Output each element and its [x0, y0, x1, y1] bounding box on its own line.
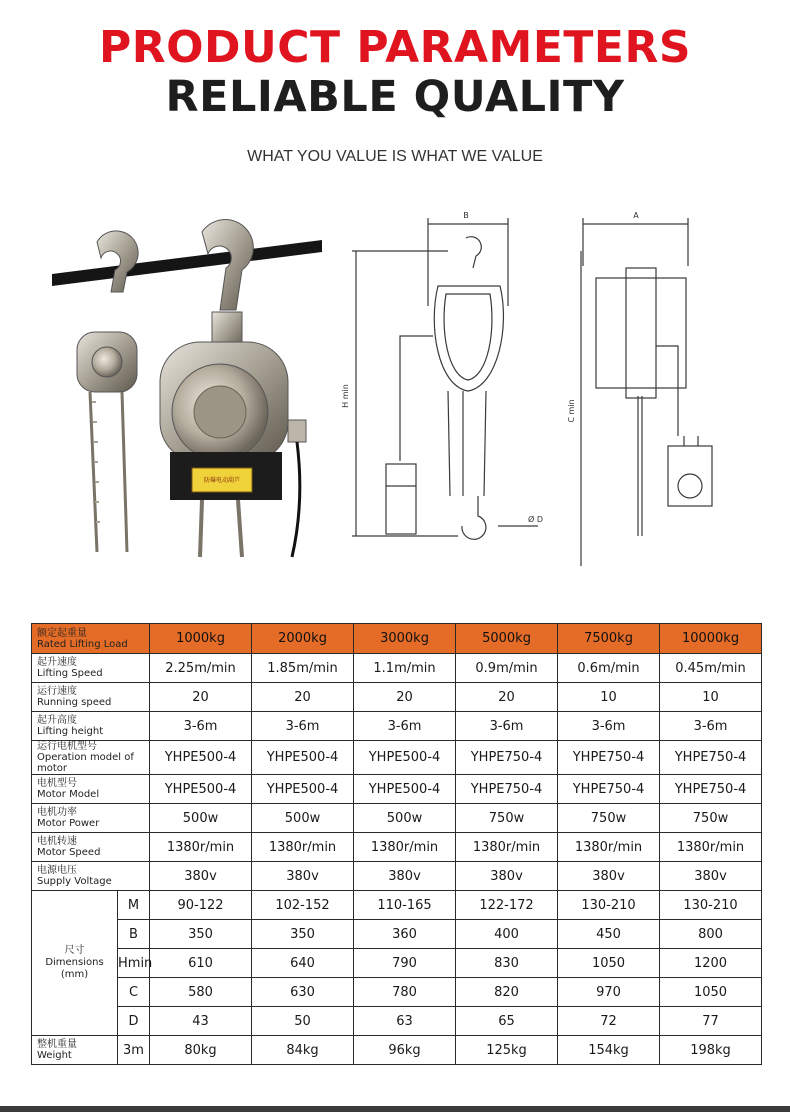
table-cell: 63: [354, 1007, 456, 1036]
title-secondary: RELIABLE QUALITY: [165, 72, 625, 122]
table-cell: 380v: [150, 862, 252, 891]
spec-table: [31, 623, 762, 1065]
table-cell: 1.1m/min: [354, 654, 456, 683]
load-cell: 2000kg: [252, 624, 354, 654]
dimensions-label: [32, 891, 118, 1036]
table-row: [32, 712, 762, 741]
title-primary: PRODUCT PARAMETERS: [98, 22, 692, 73]
table-cell: 2.25m/min: [150, 654, 252, 683]
rail-bar: [52, 240, 322, 286]
table-header-row: [32, 624, 762, 654]
row-label: [32, 683, 150, 712]
table-cell: 3-6m: [252, 712, 354, 741]
table-cell: 122-172: [456, 891, 558, 920]
table-cell: 102-152: [252, 891, 354, 920]
row-label-cn: 电机型号: [37, 778, 77, 789]
row-label: [32, 712, 150, 741]
row-label-cn: 电源电压: [37, 865, 77, 876]
table-cell: 380v: [456, 862, 558, 891]
table-cell: 350: [252, 920, 354, 949]
table-cell: 130-210: [660, 891, 762, 920]
row-label-cn: 电机功率: [37, 807, 77, 818]
table-cell: 65: [456, 1007, 558, 1036]
table-cell: YHPE750-4: [660, 741, 762, 775]
row-label-en: Motor Model: [37, 789, 100, 800]
table-cell: YHPE750-4: [558, 741, 660, 775]
table-cell: YHPE500-4: [354, 775, 456, 804]
table-cell: YHPE500-4: [150, 775, 252, 804]
table-cell: 0.9m/min: [456, 654, 558, 683]
dim-label-h: H min: [341, 384, 350, 408]
table-cell: 1380r/min: [150, 833, 252, 862]
nameplate-text: 防爆电动葫芦: [203, 477, 241, 484]
table-row: [32, 775, 762, 804]
dimensions-label-unit: (mm): [60, 969, 89, 980]
row-label: [32, 1036, 118, 1065]
table-cell: 90-122: [150, 891, 252, 920]
table-cell: 80kg: [150, 1036, 252, 1065]
tagline: WHAT YOU VALUE IS WHAT WE VALUE: [247, 148, 543, 165]
header-label-en: Rated Lifting Load: [37, 638, 128, 650]
table-cell: 20: [354, 683, 456, 712]
table-cell: 380v: [558, 862, 660, 891]
dimensions-label-en: Dimensions: [45, 957, 104, 968]
table-cell: 1200: [660, 949, 762, 978]
table-cell: 1050: [558, 949, 660, 978]
table-cell: 20: [252, 683, 354, 712]
table-cell: 780: [354, 978, 456, 1007]
table-cell: 50: [252, 1007, 354, 1036]
table-cell: 380v: [660, 862, 762, 891]
table-cell: 0.45m/min: [660, 654, 762, 683]
table-cell: 0.6m/min: [558, 654, 660, 683]
header-label: [32, 624, 150, 654]
dim-label-c: C min: [567, 399, 576, 423]
table-cell: 3-6m: [354, 712, 456, 741]
row-label-en: Lifting Speed: [37, 668, 103, 679]
table-cell: 820: [456, 978, 558, 1007]
table-cell: 640: [252, 949, 354, 978]
table-cell: YHPE750-4: [456, 775, 558, 804]
table-row: [32, 862, 762, 891]
row-label-en: Supply Voltage: [37, 876, 112, 887]
row-label-en: Motor Power: [37, 818, 100, 829]
table-cell: 1380r/min: [660, 833, 762, 862]
table-cell: 10: [558, 683, 660, 712]
table-cell: 3-6m: [660, 712, 762, 741]
table-cell: 96kg: [354, 1036, 456, 1065]
load-cell: 10000kg: [660, 624, 762, 654]
row-label-cn: 起升速度: [37, 657, 77, 668]
technical-drawing: [338, 196, 738, 566]
row-label: [32, 833, 150, 862]
weight-row: [32, 1036, 762, 1065]
row-label-en: Lifting height: [37, 726, 104, 737]
dimension-key: M: [118, 891, 150, 920]
table-cell: 1380r/min: [558, 833, 660, 862]
table-cell: 630: [252, 978, 354, 1007]
table-cell: 3-6m: [150, 712, 252, 741]
dimension-row: [32, 891, 762, 920]
table-cell: 500w: [354, 804, 456, 833]
bottom-border: [0, 1106, 790, 1112]
table-cell: 750w: [456, 804, 558, 833]
table-cell: 125kg: [456, 1036, 558, 1065]
table-cell: 84kg: [252, 1036, 354, 1065]
dimensions-label-cn: 尺寸: [64, 945, 85, 956]
table-cell: 77: [660, 1007, 762, 1036]
table-cell: 1380r/min: [456, 833, 558, 862]
dimension-key: D: [118, 1007, 150, 1036]
table-row: [32, 683, 762, 712]
table-cell: 750w: [558, 804, 660, 833]
row-label: [32, 654, 150, 683]
row-label-en: Operation model of motor: [37, 752, 134, 774]
table-cell: YHPE750-4: [456, 741, 558, 775]
dim-label-b: B: [463, 211, 469, 220]
table-cell: 1050: [660, 978, 762, 1007]
table-cell: 970: [558, 978, 660, 1007]
weight-key: 3m: [118, 1036, 150, 1065]
row-label: [32, 741, 150, 775]
row-label-cn: 电机转速: [37, 836, 77, 847]
dimension-key: Hmin: [118, 949, 150, 978]
table-cell: 380v: [252, 862, 354, 891]
dimension-key: C: [118, 978, 150, 1007]
table-cell: 20: [150, 683, 252, 712]
load-cell: 5000kg: [456, 624, 558, 654]
product-photo: [52, 212, 322, 562]
dim-label-d: Ø D: [528, 515, 543, 524]
table-cell: 500w: [150, 804, 252, 833]
row-label-en: Motor Speed: [37, 847, 101, 858]
table-cell: 3-6m: [558, 712, 660, 741]
table-cell: 800: [660, 920, 762, 949]
table-cell: YHPE750-4: [558, 775, 660, 804]
table-cell: 790: [354, 949, 456, 978]
dimension-row: [32, 978, 762, 1007]
table-cell: 110-165: [354, 891, 456, 920]
table-cell: YHPE500-4: [252, 775, 354, 804]
table-cell: 580: [150, 978, 252, 1007]
table-cell: 10: [660, 683, 762, 712]
row-label-cn: 运行速度: [37, 686, 77, 697]
row-label-en: Running speed: [37, 697, 112, 708]
row-label: [32, 804, 150, 833]
table-cell: 1380r/min: [252, 833, 354, 862]
row-label-en: Weight: [37, 1050, 72, 1061]
dimension-row: [32, 920, 762, 949]
load-cell: 7500kg: [558, 624, 660, 654]
table-cell: 830: [456, 949, 558, 978]
table-cell: 72: [558, 1007, 660, 1036]
table-cell: YHPE500-4: [354, 741, 456, 775]
table-cell: 20: [456, 683, 558, 712]
header-label-cn: 额定起重量: [37, 627, 87, 639]
table-cell: 350: [150, 920, 252, 949]
table-row: [32, 833, 762, 862]
table-cell: 610: [150, 949, 252, 978]
load-cell: 3000kg: [354, 624, 456, 654]
table-cell: YHPE750-4: [660, 775, 762, 804]
table-cell: 400: [456, 920, 558, 949]
table-cell: 1.85m/min: [252, 654, 354, 683]
dimension-row: [32, 1007, 762, 1036]
row-label: [32, 775, 150, 804]
table-row: [32, 804, 762, 833]
table-cell: 380v: [354, 862, 456, 891]
table-cell: YHPE500-4: [252, 741, 354, 775]
row-label-cn: 运行电机型号: [37, 741, 97, 752]
table-cell: 154kg: [558, 1036, 660, 1065]
table-cell: 43: [150, 1007, 252, 1036]
table-cell: 1380r/min: [354, 833, 456, 862]
table-row: [32, 741, 762, 775]
table-cell: 750w: [660, 804, 762, 833]
dim-label-a: A: [633, 211, 639, 220]
dimension-key: B: [118, 920, 150, 949]
row-label-cn: 整机重量: [37, 1039, 77, 1050]
table-row: [32, 654, 762, 683]
table-cell: 500w: [252, 804, 354, 833]
table-cell: 198kg: [660, 1036, 762, 1065]
table-cell: 450: [558, 920, 660, 949]
row-label-cn: 起升高度: [37, 715, 77, 726]
table-cell: 360: [354, 920, 456, 949]
table-cell: YHPE500-4: [150, 741, 252, 775]
table-cell: 130-210: [558, 891, 660, 920]
row-label: [32, 862, 150, 891]
table-cell: 3-6m: [456, 712, 558, 741]
load-cell: 1000kg: [150, 624, 252, 654]
dimension-row: [32, 949, 762, 978]
